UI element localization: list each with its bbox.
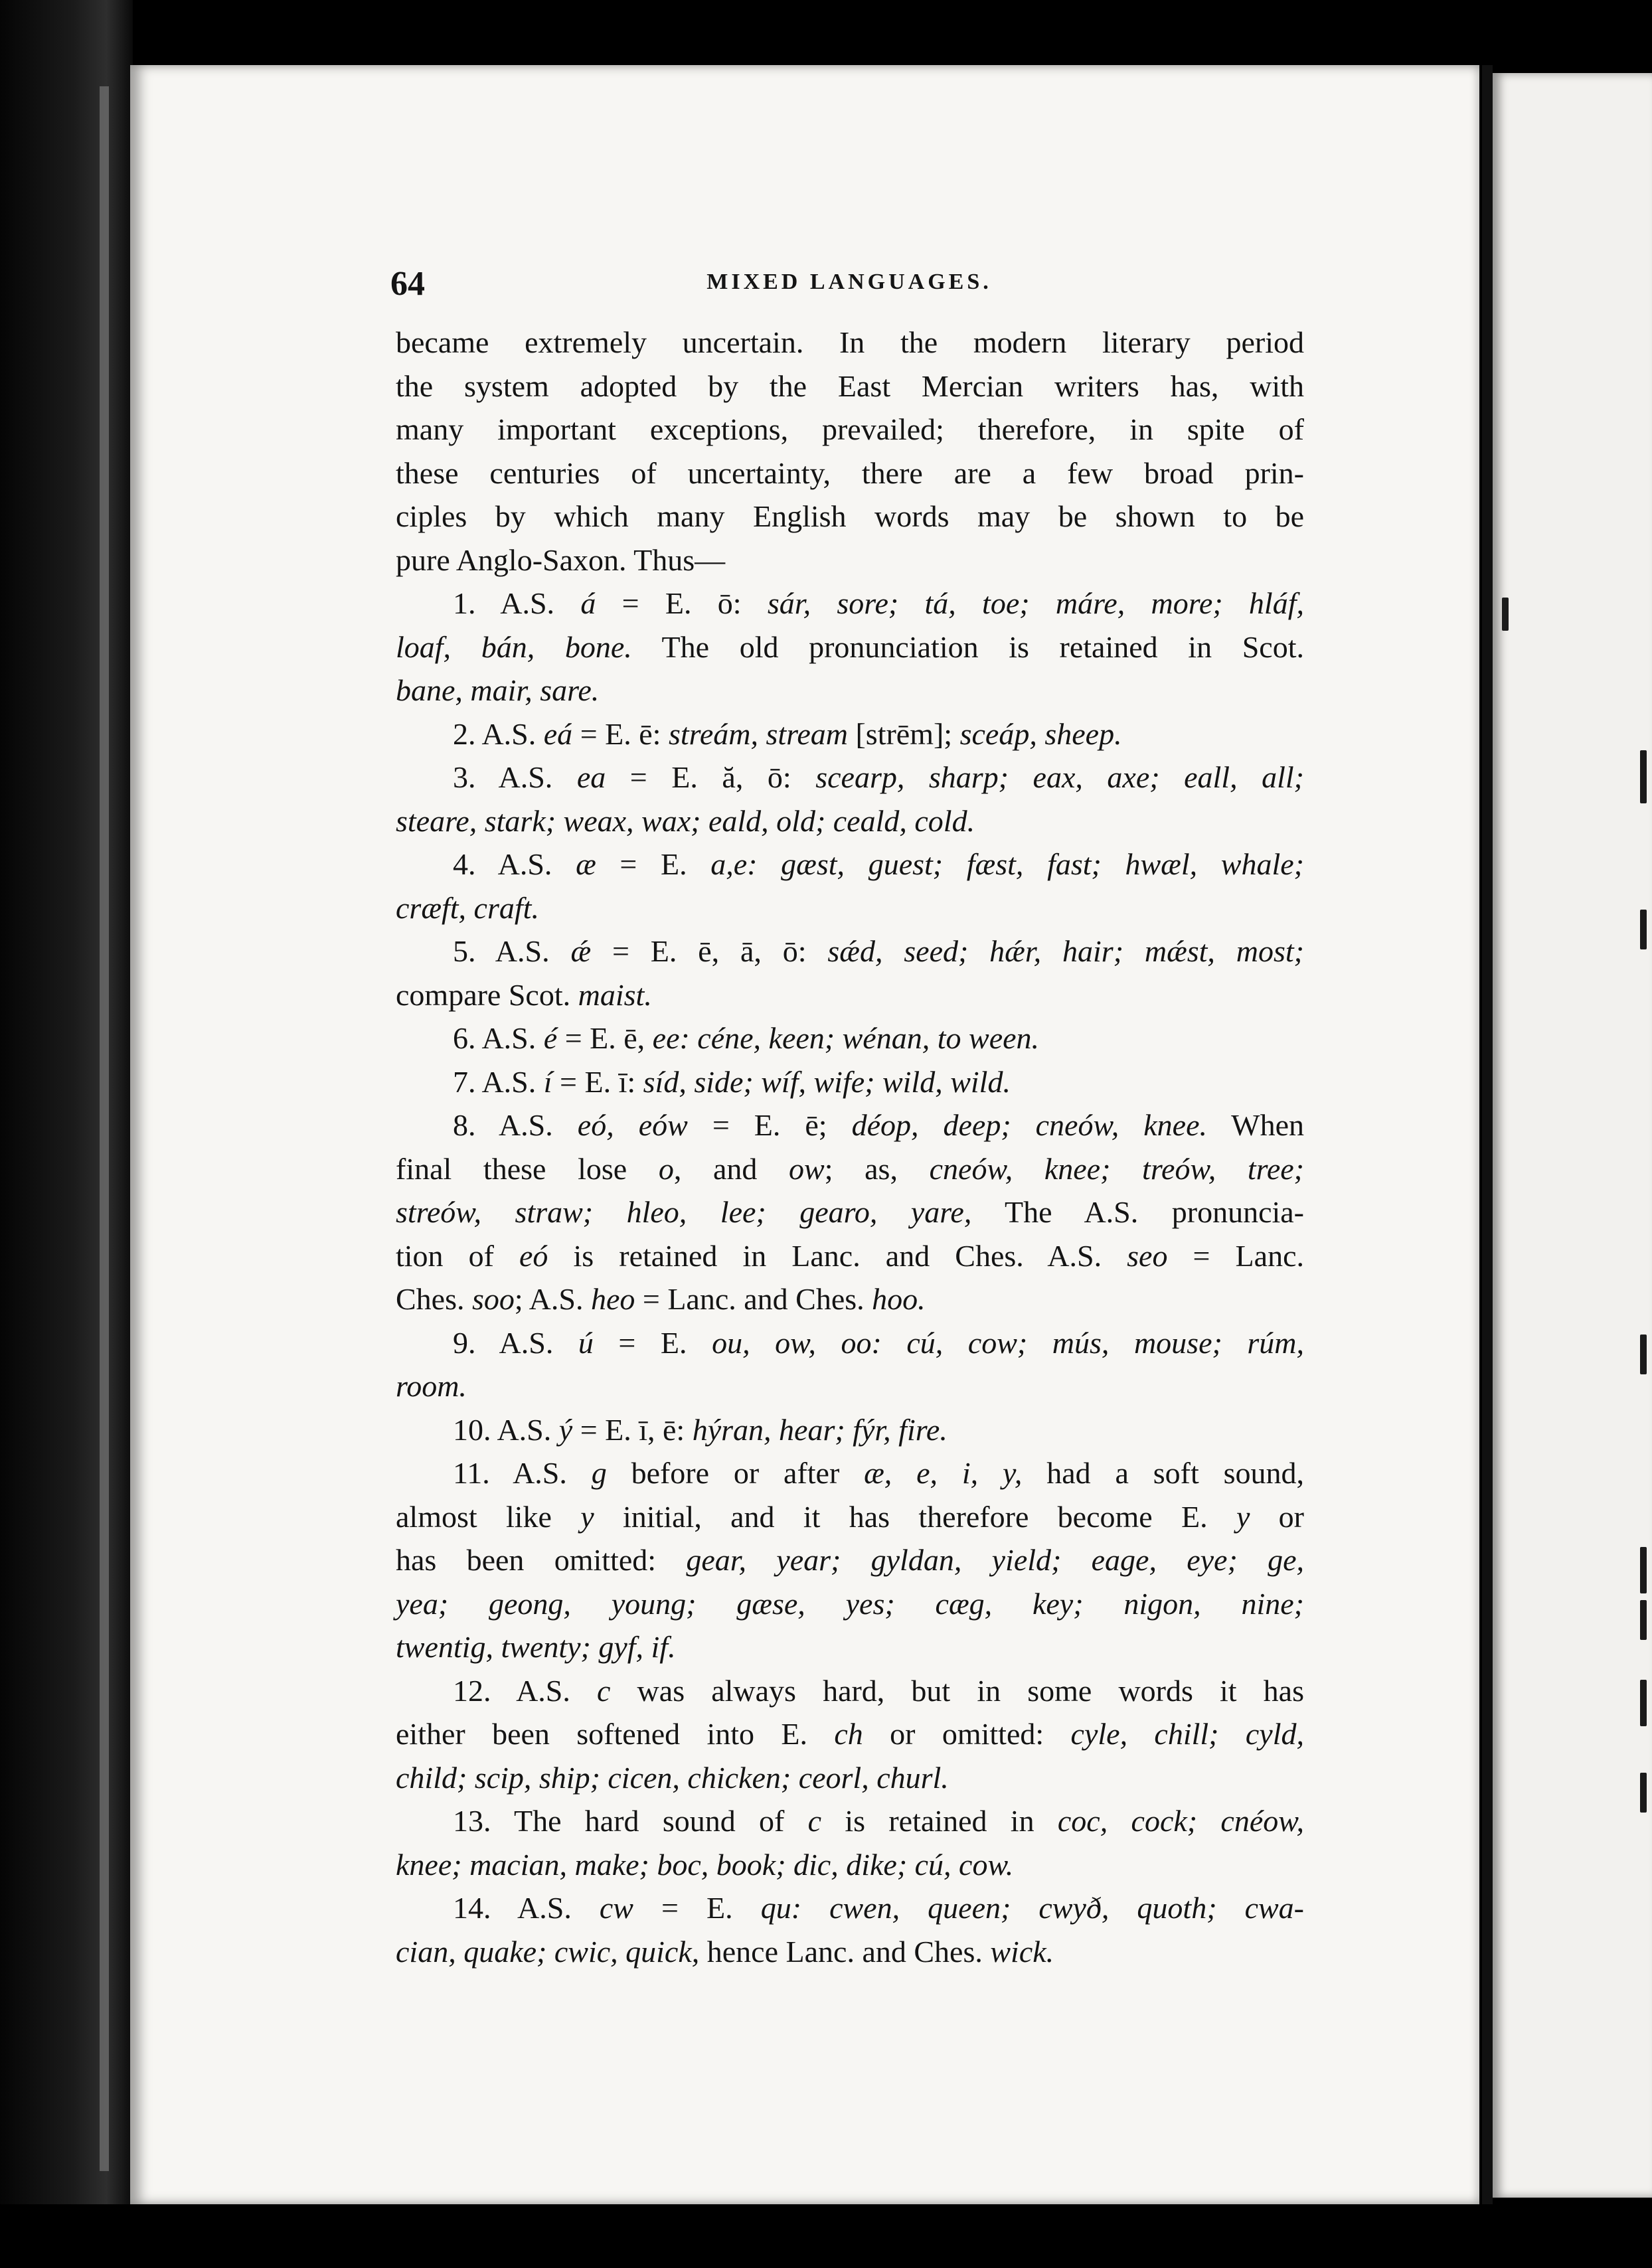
text-line: [396, 1451, 1304, 1495]
text-line: [396, 843, 1304, 886]
italic-text-segment: cneów, knee; treów, tree;: [929, 1151, 1304, 1186]
italic-text-segment: room.: [396, 1369, 467, 1403]
text-line: [396, 886, 1304, 930]
text-segment: = E. ō:: [596, 586, 768, 620]
italic-text-segment: g: [591, 1456, 607, 1490]
text-segment: ; A.S.: [514, 1282, 591, 1316]
text-segment: tion of: [396, 1238, 520, 1273]
italic-text-segment: bane, mair, sare.: [396, 673, 600, 707]
text-segment: = Lanc. and Ches.: [635, 1282, 872, 1316]
running-header: [390, 264, 1308, 311]
text-line: [396, 1669, 1304, 1713]
text-segment: compare Scot.: [396, 977, 578, 1012]
text-segment: many important exceptions, prevailed; therefore, in spite of: [396, 412, 1304, 446]
text-segment: = E. ī:: [552, 1064, 643, 1099]
text-line: [396, 1408, 1304, 1452]
italic-text-segment: cræft, craft.: [396, 890, 539, 925]
facing-page-glyph: [1640, 910, 1647, 949]
text-segment: 13. The hard sound of: [453, 1804, 808, 1838]
italic-text-segment: cw: [599, 1891, 633, 1925]
text-line: [396, 625, 1304, 669]
text-segment: 4. A.S.: [453, 847, 576, 881]
text-line: [396, 451, 1304, 495]
italic-text-segment: á: [580, 586, 596, 620]
italic-text-segment: eó: [519, 1238, 548, 1273]
text-segment: ; as,: [824, 1151, 930, 1186]
italic-text-segment: y: [1236, 1499, 1250, 1534]
text-segment: final these lose: [396, 1151, 659, 1186]
text-segment: initial, and it has therefore become E.: [594, 1499, 1236, 1534]
text-line: [396, 712, 1304, 756]
italic-text-segment: ou, ow, oo: cú, cow; mús, mouse; rúm,: [712, 1325, 1304, 1360]
text-line: [396, 1756, 1304, 1800]
text-line: [396, 799, 1304, 843]
italic-text-segment: eá: [543, 716, 573, 751]
italic-text-segment: loaf, bán, bone.: [396, 629, 632, 664]
facing-page-glyph: [1502, 598, 1509, 631]
text-segment: = Lanc.: [1167, 1238, 1304, 1273]
text-segment: was always hard, but in some words it has: [610, 1673, 1304, 1708]
italic-text-segment: ý: [558, 1412, 573, 1447]
text-segment: = E. ē:: [572, 716, 669, 751]
text-line: [396, 1103, 1304, 1147]
text-line: [396, 1799, 1304, 1843]
text-segment: = E. ē, ā, ō:: [591, 934, 828, 968]
italic-text-segment: steare, stark; weax, wax; eald, old; ceald, cold.: [396, 803, 975, 838]
italic-text-segment: æ: [576, 847, 596, 881]
italic-text-segment: ea: [576, 760, 606, 794]
text-segment: is retained in: [821, 1804, 1058, 1838]
text-segment: = E. ē;: [687, 1108, 852, 1142]
italic-text-segment: gear, year; gyldan, yield; eage, eye; ge,: [686, 1543, 1304, 1577]
italic-text-segment: knee; macian, make; boc, book; dic, dike; cú, cow.: [396, 1847, 1014, 1882]
text-segment: The A.S. pronuncia-: [971, 1195, 1304, 1229]
text-line: [396, 973, 1304, 1017]
text-line: [396, 1495, 1304, 1539]
italic-text-segment: o: [658, 1151, 674, 1186]
book-spine-shadow: [100, 86, 109, 2171]
italic-text-segment: heo: [590, 1282, 635, 1316]
text-segment: 5. A.S.: [453, 934, 571, 968]
italic-text-segment: æ, e, i, y,: [864, 1456, 1023, 1490]
italic-text-segment: hýran, hear; fýr, fire.: [692, 1412, 948, 1447]
text-line: [396, 1016, 1304, 1060]
text-segment: = E.: [633, 1891, 761, 1925]
text-line: [396, 1190, 1304, 1234]
text-segment: = E. ē,: [557, 1021, 653, 1055]
text-line: [396, 538, 1304, 582]
text-segment: 1. A.S.: [453, 586, 581, 620]
text-line: [396, 1538, 1304, 1582]
facing-page-fragment: [1493, 73, 1652, 2198]
italic-text-segment: seo: [1127, 1238, 1168, 1273]
gutter-line: [1482, 65, 1493, 2210]
text-line: [396, 1712, 1304, 1756]
text-line: [396, 321, 1304, 364]
text-segment: before or after: [606, 1456, 865, 1490]
text-segment: is retained in Lanc. and Ches. A.S.: [548, 1238, 1127, 1273]
text-line: [396, 930, 1304, 973]
page-number: 64: [390, 265, 425, 303]
text-segment: = E.: [593, 1325, 712, 1360]
text-line: [396, 408, 1304, 451]
italic-text-segment: é: [543, 1021, 558, 1055]
italic-text-segment: hoo.: [872, 1282, 926, 1316]
italic-text-segment: child; scip, ship; cicen, chicken; ceorl, churl.: [396, 1760, 949, 1795]
text-segment: 14. A.S.: [453, 1891, 600, 1925]
italic-text-segment: ee: céne, keen; wénan, to ween.: [652, 1021, 1040, 1055]
text-segment: The old pronunciation is retained in Scot.: [631, 629, 1304, 664]
italic-text-segment: déop, deep; cneów, knee.: [851, 1108, 1207, 1142]
text-line: [396, 1930, 1304, 1974]
text-line: [396, 1234, 1304, 1278]
text-line: [396, 756, 1304, 799]
italic-text-segment: yea; geong, young; gæse, yes; cæg, key; nigon, nine;: [396, 1586, 1304, 1621]
text-segment: 8. A.S.: [453, 1108, 578, 1142]
italic-text-segment: eó, eów: [577, 1108, 688, 1142]
text-segment: ciples by which many English words may be shown to be: [396, 499, 1304, 533]
text-segment: = E. ă, ō:: [606, 760, 816, 794]
body-text: [396, 321, 1304, 1973]
text-line: [396, 1364, 1304, 1408]
facing-page-glyph: [1640, 1773, 1647, 1813]
italic-text-segment: streów, straw; hleo, lee; gearo, yare,: [396, 1195, 972, 1229]
italic-text-segment: twentig, twenty; gyf, if.: [396, 1630, 676, 1664]
italic-text-segment: síd, side; wíf, wife; wild, wild.: [643, 1064, 1011, 1099]
text-line: [396, 364, 1304, 408]
text-segment: the system adopted by the East Mercian writers has, with: [396, 368, 1304, 403]
text-segment: pure Anglo-Saxon. Thus—: [396, 542, 726, 577]
text-line: [396, 495, 1304, 538]
scan-bottom-edge: [0, 2204, 1652, 2268]
italic-text-segment: í: [543, 1064, 552, 1099]
italic-text-segment: a,e: gæst, guest; fæst, fast; hwæl, whale;: [710, 847, 1304, 881]
text-line: [396, 1843, 1304, 1887]
text-segment: hence Lanc. and Ches.: [699, 1934, 991, 1969]
text-segment: 9. A.S.: [453, 1325, 578, 1360]
text-segment: had a soft sound,: [1022, 1456, 1304, 1490]
text-line: [396, 1625, 1304, 1669]
italic-text-segment: sceáp, sheep.: [959, 716, 1122, 751]
text-segment: 12. A.S.: [453, 1673, 598, 1708]
text-segment: or omitted:: [863, 1717, 1071, 1751]
text-segment: Ches.: [396, 1282, 472, 1316]
italic-text-segment: maist.: [578, 977, 652, 1012]
italic-text-segment: soo: [472, 1282, 515, 1316]
scan-left-edge: [0, 0, 133, 2268]
text-segment: = E. ī, ē:: [572, 1412, 693, 1447]
text-segment: 2. A.S.: [453, 716, 544, 751]
italic-text-segment: scearp, sharp; eax, axe; eall, all;: [815, 760, 1304, 794]
italic-text-segment: c: [807, 1804, 822, 1838]
text-segment: these centuries of uncertainty, there are a few broad prin-: [396, 455, 1304, 490]
italic-text-segment: cyle, chill; cyld,: [1070, 1717, 1304, 1751]
italic-text-segment: cian, quake; cwic, quick,: [396, 1934, 700, 1969]
facing-page-glyph: [1640, 1335, 1647, 1374]
italic-text-segment: y: [580, 1499, 594, 1534]
text-segment: has been omitted:: [396, 1543, 687, 1577]
text-segment: either been softened into E.: [396, 1717, 835, 1751]
text-line: [396, 1582, 1304, 1626]
text-line: [396, 1147, 1304, 1191]
italic-text-segment: sár, sore; tá, toe; máre, more; hláf,: [767, 586, 1304, 620]
text-segment: 3. A.S.: [453, 760, 577, 794]
text-segment: or: [1250, 1499, 1304, 1534]
text-segment: almost like: [396, 1499, 581, 1534]
italic-text-segment: c: [597, 1673, 611, 1708]
italic-text-segment: sǽd, seed; hǽr, hair; mǽst, most;: [827, 934, 1304, 968]
text-segment: [strēm];: [847, 716, 960, 751]
text-segment: 6. A.S.: [453, 1021, 544, 1055]
text-segment: , and: [673, 1151, 789, 1186]
italic-text-segment: streám, stream: [668, 716, 848, 751]
italic-text-segment: ú: [578, 1325, 594, 1360]
facing-page-glyph: [1640, 1547, 1647, 1593]
facing-page-glyph: [1640, 750, 1647, 803]
text-segment: 11. A.S.: [453, 1456, 592, 1490]
italic-text-segment: wick.: [990, 1934, 1054, 1969]
running-head-title: MIXED LANGUAGES.: [706, 270, 992, 294]
italic-text-segment: qu: cwen, queen; cwyð, quoth; cwa-: [760, 1891, 1304, 1925]
text-segment: = E.: [596, 847, 711, 881]
text-line: [396, 1277, 1304, 1321]
italic-text-segment: coc, cock; cnéow,: [1057, 1804, 1305, 1838]
italic-text-segment: ǽ: [570, 934, 592, 968]
italic-text-segment: ch: [834, 1717, 863, 1751]
italic-text-segment: ow: [789, 1151, 825, 1186]
facing-page-glyph: [1640, 1600, 1647, 1640]
text-segment: became extremely uncertain. In the modern literary period: [396, 325, 1304, 359]
facing-page-glyph: [1640, 1680, 1647, 1726]
text-segment: When: [1207, 1108, 1305, 1142]
text-line: [396, 1321, 1304, 1365]
text-line: [396, 582, 1304, 625]
text-line: [396, 1060, 1304, 1104]
text-segment: 10. A.S.: [453, 1412, 559, 1447]
text-line: [396, 669, 1304, 712]
text-line: [396, 1886, 1304, 1930]
text-segment: 7. A.S.: [453, 1064, 544, 1099]
